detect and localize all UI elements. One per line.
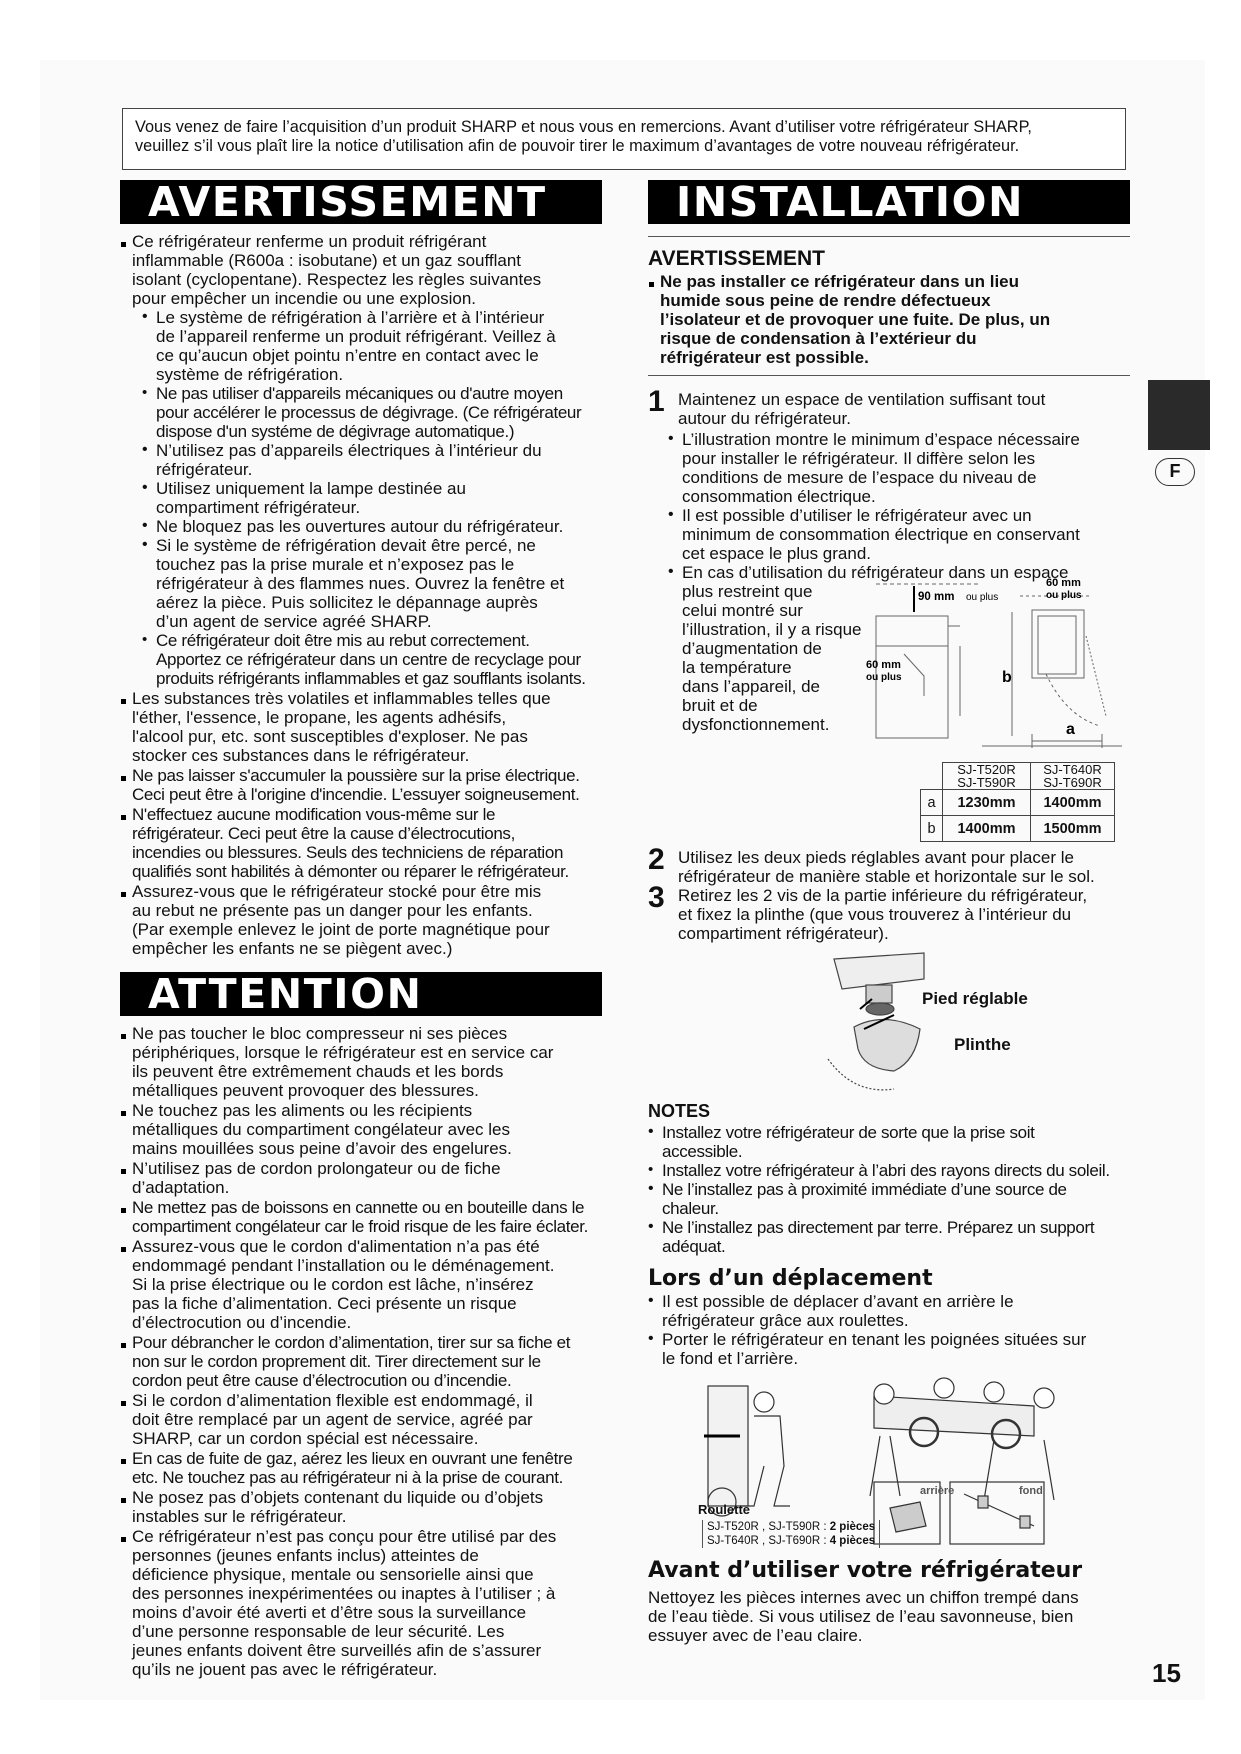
- text-line: N’utilisez pas de cordon prolongateur ou de fiche: [132, 1159, 501, 1178]
- text-line: non sur le cordon proprement dit. Tirer directement sur le: [132, 1352, 541, 1371]
- table-cell: 1230mm: [943, 790, 1031, 816]
- text-line: Ne touchez pas les aliments ou les récipients: [132, 1101, 473, 1120]
- table-cell: a: [921, 790, 943, 816]
- text-line: pour accélérer le processus de dégivrage. (Ce réfrigérateur: [156, 403, 582, 422]
- table-cell: b: [921, 816, 943, 842]
- text-line: inflammable (R600a : isobutane) et un gaz soufflant: [132, 251, 522, 270]
- text-line: bruit et de: [682, 696, 758, 715]
- plinth-label: Plinthe: [954, 1035, 1011, 1054]
- diagram-label: 90 mm: [918, 591, 955, 603]
- step1-bullet-cont: [682, 582, 862, 734]
- before-use-heading: Avant d’utiliser votre réfrigérateur: [648, 1558, 1083, 1583]
- text-line: endommagé pendant l’installation ou le déménagement.: [132, 1256, 555, 1275]
- text-line: autour du réfrigérateur.: [678, 409, 851, 428]
- text-line: et fixez la plinthe (que vous trouverez à l’intérieur du: [678, 905, 1072, 924]
- attention-paragraph: [120, 1449, 606, 1487]
- text-line: • Le système de réfrigération à l’arrière et à l’intérieur: [156, 308, 545, 327]
- note-item: [648, 1180, 1130, 1218]
- table-cell: 1400mm: [1031, 790, 1115, 816]
- text-line: instables sur le réfrigérateur.: [132, 1507, 347, 1526]
- table-row: [921, 816, 1115, 842]
- text-line: Utilisez les deux pieds réglables avant pour placer le: [678, 848, 1074, 867]
- text-line: conditions de mesure de l’espace du niveau de: [682, 468, 1037, 487]
- avert-bullet: [142, 441, 606, 479]
- text-line: Maintenez un espace de ventilation suffisant tout: [678, 390, 1046, 409]
- text-line: d’un agent de service agréé SHARP.: [156, 612, 432, 631]
- avert-paragraph: [120, 805, 606, 881]
- attention-paragraph: [120, 1159, 606, 1197]
- diagram-label: 60 mm: [866, 659, 901, 671]
- diagram-label: ou plus: [866, 672, 902, 683]
- diagram-label: a: [1066, 721, 1075, 738]
- step-text: [678, 848, 1130, 886]
- text-line: Les substances très volatiles et inflammables telles que: [132, 689, 551, 708]
- diagram-label: ou plus: [1046, 590, 1082, 601]
- text-line: réfrigérateur.: [156, 460, 253, 479]
- text-line: • En cas d’utilisation du réfrigérateur dans un espace: [682, 563, 1069, 582]
- notes-heading: NOTES: [648, 1101, 711, 1121]
- table-header: SJ-T590R: [957, 775, 1016, 790]
- language-tab: [1148, 380, 1210, 450]
- table-header: SJ-T520R: [957, 762, 1016, 777]
- spacing-diagram: [866, 576, 1130, 756]
- text-line: incendies ou blessures. Seuls des techniciens de réparation: [132, 843, 564, 862]
- text-line: de l’eau tiède. Si vous utilisez de l’eau savonneuse, bien: [648, 1607, 1074, 1626]
- text-line: risque de condensation à l’extérieur du: [660, 329, 977, 348]
- language-label: F: [1155, 458, 1195, 486]
- text-line: isolant (cyclopentane). Respectez les règles suivantes: [132, 270, 542, 289]
- text-line: • Installez votre réfrigérateur de sorte que la prise soit: [662, 1123, 1035, 1142]
- step-text: [678, 886, 1130, 943]
- text-line: métalliques peuvent provoquer des blessures.: [132, 1081, 479, 1100]
- text-line: dispose d'un systéme de dégivrage automatique.): [156, 422, 515, 441]
- attention-paragraph: [120, 1024, 606, 1100]
- text-line: pour empêcher un incendie ou une explosion.: [132, 289, 477, 308]
- step-text: [678, 390, 1130, 428]
- avert-paragraph: [120, 882, 606, 958]
- text-line: ce qu’aucun objet pointu n’entre en contact avec le: [156, 346, 539, 365]
- page-number: 15: [1152, 1658, 1181, 1688]
- moving-illustration-area: [648, 1376, 1130, 1554]
- text-line: Ce réfrigérateur renferme un produit réfrigérant: [132, 232, 487, 251]
- text-line: déficience physique, mentale ou sensorielle ainsi que: [132, 1565, 534, 1584]
- text-line: au rebut ne présente pas un danger pour les enfants.: [132, 901, 533, 920]
- text-line: touchez pas la prise murale et n’exposez pas le: [156, 555, 515, 574]
- text-line: adéquat.: [662, 1237, 726, 1256]
- text-line: qu’ils ne jouent pas avec le réfrigérateur.: [132, 1660, 438, 1679]
- step-number: 2: [648, 843, 665, 876]
- wheel-models: SJ-T520R , SJ-T590R :: [707, 1521, 830, 1533]
- attention-banner: ATTENTION: [120, 972, 602, 1016]
- right-column: [648, 180, 1130, 1645]
- text-line: cet espace le plus grand.: [682, 544, 872, 563]
- text-line: • Ne l’installez pas à proximité immédiate d’une source de: [662, 1180, 1067, 1199]
- text-line: Ceci peut être à l'origine d'incendie. L’essuyer soigneusement.: [132, 785, 580, 804]
- text-line: Ne pas laisser s'accumuler la poussière sur la prise électrique.: [132, 766, 580, 785]
- attention-paragraph: [120, 1333, 606, 1390]
- install-warning: [648, 236, 1130, 367]
- text-line: réfrigérateur de manière stable et horizontale sur le sol.: [678, 867, 1095, 886]
- wheel-count-note: [702, 1520, 880, 1548]
- text-line: celui montré sur: [682, 601, 803, 620]
- wheel-models: SJ-T640R , SJ-T690R :: [707, 1535, 830, 1547]
- left-column: [120, 180, 606, 1679]
- dimension-table: [920, 762, 1115, 842]
- text-line: Ne mettez pas de boissons en cannette ou en bouteille dans le: [132, 1198, 585, 1217]
- moving-heading: Lors d’un déplacement: [648, 1266, 933, 1291]
- text-line: • Si le système de réfrigération devait être percé, ne: [156, 536, 536, 555]
- installation-banner: INSTALLATION: [648, 180, 1130, 224]
- diagram-label: fond: [1019, 1485, 1043, 1497]
- text-line: • Porter le réfrigérateur en tenant les poignées situées sur: [662, 1330, 1087, 1349]
- intro-line: Vous venez de faire l’acquisition d’un produit SHARP et nous vous en remercions. Avant d’utiliser votre réfrigérateur SHARP,: [135, 118, 1032, 136]
- table-header: SJ-T690R: [1043, 775, 1102, 790]
- text-line: Si le cordon d’alimentation flexible est endommagé, il: [132, 1391, 533, 1410]
- text-line: réfrigérateur à des flammes nues. Ouvrez la fenêtre et: [156, 574, 565, 593]
- avert-bullet: [142, 308, 606, 384]
- text-line: Ne pas installer ce réfrigérateur dans un lieu: [660, 272, 1020, 291]
- text-line: Si la prise électrique ou le cordon est lâche, n’insérez: [132, 1275, 534, 1294]
- text-line: personnes (jeunes enfants inclus) atteintes de: [132, 1546, 479, 1565]
- step-1: [648, 375, 1130, 842]
- text-line: Ce réfrigérateur n’est pas conçu pour être utilisé par des: [132, 1527, 557, 1546]
- text-line: périphériques, lorsque le réfrigérateur est en service car: [132, 1043, 554, 1062]
- text-line: ils peuvent être extrêmement chauds et les bords: [132, 1062, 504, 1081]
- attention-paragraph: [120, 1391, 606, 1448]
- text-line: • Ne l’installez pas directement par terre. Préparez un support: [662, 1218, 1095, 1237]
- text-line: • Ne bloquez pas les ouvertures autour du réfrigérateur.: [156, 517, 564, 536]
- diagram-label: arrière: [920, 1485, 955, 1497]
- text-line: d’électrocution ou d’incendie.: [132, 1313, 352, 1332]
- text-line: le fond et l’arrière.: [662, 1349, 799, 1368]
- text-line: la température: [682, 658, 792, 677]
- text-line: accessible.: [662, 1142, 743, 1161]
- step-3: [648, 881, 1130, 943]
- text-line: réfrigérateur est possible.: [660, 348, 869, 367]
- text-line: minimum de consommation électrique en conservant: [682, 525, 1080, 544]
- foot-label: Pied réglable: [922, 989, 1028, 1008]
- text-line: Assurez-vous que le réfrigérateur stocké pour être mis: [132, 882, 542, 901]
- step1-bullet: [668, 506, 1130, 563]
- attention-paragraph: [120, 1198, 606, 1236]
- text-line: d’adaptation.: [132, 1178, 230, 1197]
- text-line: cordon peut être cause d’électrocution ou d’incendie.: [132, 1371, 512, 1390]
- note-item: [648, 1218, 1130, 1256]
- text-line: moins d’avoir été averti et d’être sous la surveillance: [132, 1603, 527, 1622]
- text-line: N'effectuez aucune modification vous-même sur le: [132, 805, 496, 824]
- diagram-label: b: [1002, 669, 1012, 686]
- text-line: essuyer avec de l’eau claire.: [648, 1626, 863, 1645]
- text-line: qualifiés sont habilités à démonter ou réparer le réfrigérateur.: [132, 862, 569, 881]
- text-line: etc. Ne touchez pas au réfrigérateur ni à la prise de courant.: [132, 1468, 563, 1487]
- text-line: En cas de fuite de gaz, aérez les lieux en ouvrant une fenêtre: [132, 1449, 573, 1468]
- text-line: mains mouillées sous peine d’avoir des engelures.: [132, 1139, 512, 1158]
- diagram-label: 60 mm: [1046, 577, 1081, 589]
- text-line: SHARP, car un cordon spécial est nécessaire.: [132, 1429, 479, 1448]
- text-line: • Ne pas utiliser d'appareils mécaniques ou d'autre moyen: [156, 384, 563, 403]
- spacing-area: [648, 577, 1130, 758]
- text-line: empêcher les enfants ne se piègent avec.): [132, 939, 453, 958]
- moving-item: [648, 1330, 1130, 1368]
- text-line: pour installer le réfrigérateur. Il diffère selon les: [682, 449, 1036, 468]
- avert-bullet: [142, 536, 606, 631]
- avert-bullet: [142, 479, 606, 517]
- text-line: Ne posez pas d’objets contenant du liquide ou d’objets: [132, 1488, 544, 1507]
- wheel-count: 2 pièces: [829, 1521, 876, 1533]
- table-row: [921, 790, 1115, 816]
- text-line: Pour débrancher le cordon d’alimentation, tirer sur sa fiche et: [132, 1333, 571, 1352]
- text-line: • Il est possible d’utiliser le réfrigérateur avec un: [682, 506, 1032, 525]
- text-line: • Installez votre réfrigérateur à l’abri des rayons directs du soleil.: [662, 1161, 1110, 1180]
- step-number: 1: [648, 385, 665, 418]
- attention-paragraph: [120, 1527, 606, 1679]
- text-line: Ne pas toucher le bloc compresseur ni ses pièces: [132, 1024, 508, 1043]
- text-line: compartiment réfrigérateur).: [678, 924, 889, 943]
- text-line: pas la fiche d’alimentation. Ceci présente un risque: [132, 1294, 517, 1313]
- text-line: Assurez-vous que le cordon d'alimentation n’a pas été: [132, 1237, 540, 1256]
- install-warning-heading: AVERTISSEMENT: [648, 247, 825, 270]
- text-line: l’illustration, il y a risque: [682, 620, 862, 639]
- text-line: jeunes enfants doivent être surveillés afin de s’assurer: [132, 1641, 542, 1660]
- text-line: consommation électrique.: [682, 487, 876, 506]
- wheel-count: 4 pièces: [829, 1535, 876, 1547]
- table-cell: 1400mm: [943, 816, 1031, 842]
- note-item: [648, 1161, 1130, 1180]
- text-line: l’isolateur et de provoquer une fuite. De plus, un: [660, 310, 1051, 329]
- text-line: dysfonctionnement.: [682, 715, 830, 734]
- step-2: [648, 843, 1130, 886]
- text-line: réfrigérateur grâce aux roulettes.: [662, 1311, 909, 1330]
- text-line: réfrigérateur. Ceci peut être la cause d’électrocutions,: [132, 824, 515, 843]
- text-line: Retirez les 2 vis de la partie inférieure du réfrigérateur,: [678, 886, 1088, 905]
- text-line: • N’utilisez pas d’appareils électriques à l’intérieur du: [156, 441, 542, 460]
- text-line: aérez la pièce. Puis sollicitez le dépannage auprès: [156, 593, 538, 612]
- text-line: • Utilisez uniquement la lampe destinée au: [156, 479, 466, 498]
- step-number: 3: [648, 881, 665, 914]
- text-line: système de réfrigération.: [156, 365, 344, 384]
- note-item: [648, 1123, 1130, 1161]
- text-line: • Ce réfrigérateur doit être mis au rebut correctement.: [156, 631, 530, 650]
- attention-paragraph: [120, 1101, 606, 1158]
- avert-bullet: [142, 384, 606, 441]
- text-line: d’augmentation de: [682, 639, 822, 658]
- attention-paragraph: [120, 1237, 606, 1332]
- avert-paragraph: [120, 689, 606, 765]
- roulette-label: Roulette: [698, 1502, 750, 1517]
- diagram-label: ou plus: [966, 592, 999, 603]
- text-line: • Il est possible de déplacer d’avant en arrière le: [662, 1292, 1014, 1311]
- text-line: métalliques du compartiment congélateur avec les: [132, 1120, 510, 1139]
- text-line: de l’appareil renferme un produit réfrigérant. Veillez à: [156, 327, 556, 346]
- attention-paragraph: [120, 1488, 606, 1526]
- text-line: l'alcool pur, etc. sont susceptibles d'exploser. Ne pas: [132, 727, 528, 746]
- avert-bullet: [142, 517, 606, 536]
- text-line: produits réfrigérants inflammables et gaz soufflants isolants.: [156, 669, 586, 688]
- text-line: d’une personne responsable de leur sécurité. Les: [132, 1622, 505, 1641]
- adjustable-foot-illustration: [824, 949, 964, 1097]
- text-line: • L’illustration montre le minimum d’espace nécessaire: [682, 430, 1080, 449]
- text-line: des personnes inexpérimentées ou inaptes à l’utiliser ; à: [132, 1584, 556, 1603]
- text-line: Apportez ce réfrigérateur dans un centre de recyclage pour: [156, 650, 581, 669]
- moving-item: [648, 1292, 1130, 1330]
- intro-line: veuillez s’il vous plaît lire la notice d’utilisation afin de pouvoir tirer le maximum d’avantages de votre nouveau réfrigérateur.: [135, 137, 1020, 155]
- text-line: compartiment réfrigérateur.: [156, 498, 361, 517]
- avert-paragraph: [120, 766, 606, 804]
- text-line: (Par exemple enlevez le joint de porte magnétique pour: [132, 920, 550, 939]
- text-line: Nettoyez les pièces internes avec un chiffon trempé dans: [648, 1588, 1079, 1607]
- before-use-text: [648, 1588, 1130, 1645]
- text-line: plus restreint que: [682, 582, 813, 601]
- install-warning-text: [648, 272, 1130, 367]
- avertissement-banner: AVERTISSEMENT: [120, 180, 602, 224]
- text-line: compartiment congélateur car le froid risque de les faire éclater.: [132, 1217, 588, 1236]
- text-line: doit être remplacé par un agent de service, agréé par: [132, 1410, 533, 1429]
- step1-bullet: [668, 430, 1130, 506]
- foot-diagram-area: [648, 949, 1130, 1099]
- text-line: chaleur.: [662, 1199, 719, 1218]
- text-line: l'éther, l'essence, le propane, les agents adhésifs,: [132, 708, 507, 727]
- text-line: humide sous peine de rendre défectueux: [660, 291, 991, 310]
- table-cell: 1500mm: [1031, 816, 1115, 842]
- avert-paragraph: [120, 232, 606, 308]
- text-line: stocker ces substances dans le réfrigérateur.: [132, 746, 470, 765]
- text-line: dans l’appareil, de: [682, 677, 820, 696]
- table-header: SJ-T640R: [1043, 762, 1102, 777]
- intro-box: [122, 108, 1126, 170]
- avert-bullet: [142, 631, 606, 688]
